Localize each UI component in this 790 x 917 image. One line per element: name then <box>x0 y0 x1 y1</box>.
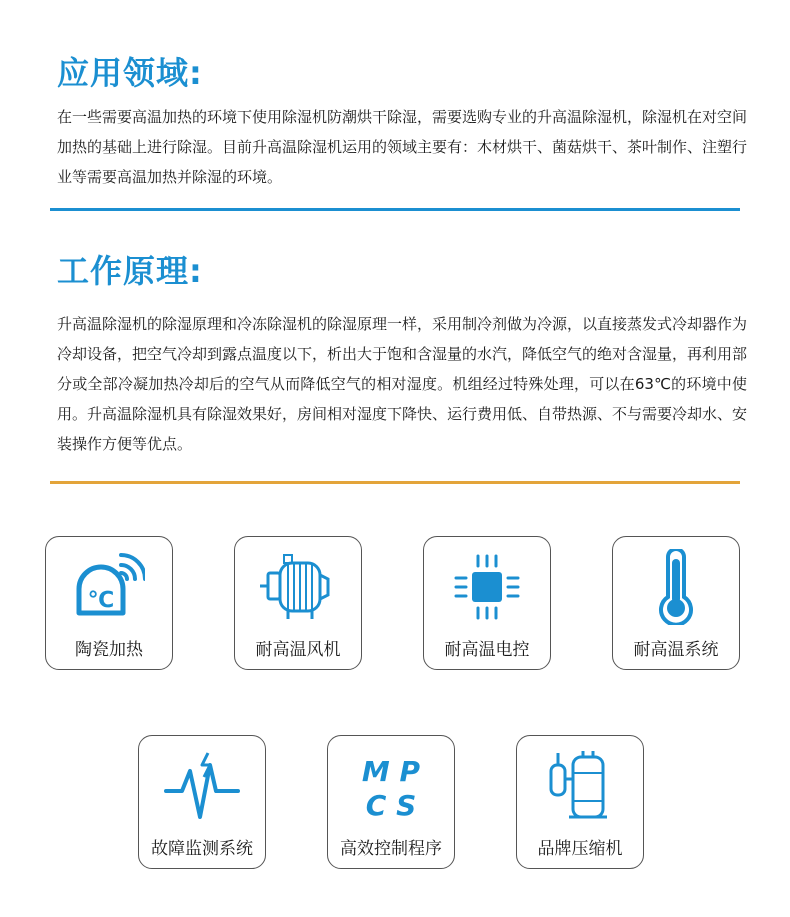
feature-card-control-program <box>327 735 455 869</box>
feature-label: 耐高温电控 <box>444 640 530 660</box>
section-title-application: 应用领域: <box>57 54 203 92</box>
feature-card-system <box>612 536 740 670</box>
feature-card-ceramic-heating <box>45 536 173 670</box>
feature-label: 品牌压缩机 <box>537 839 623 859</box>
chip-icon <box>424 551 550 623</box>
fan-motor-icon <box>235 551 361 623</box>
feature-card-fan <box>234 536 362 670</box>
compressor-icon <box>517 750 643 822</box>
section-title-principle: 工作原理: <box>57 252 203 290</box>
thermometer-icon <box>613 551 739 623</box>
feature-card-electric-control <box>423 536 551 670</box>
feature-label: 故障监测系统 <box>151 839 253 859</box>
feature-label: 耐高温风机 <box>255 640 341 660</box>
mpcs-icon <box>328 750 454 822</box>
feature-label: 高效控制程序 <box>340 839 442 859</box>
divider-orange <box>50 481 740 484</box>
section-body-application: 在一些需要高温加热的环境下使用除湿机防潮烘干除湿，需要选购专业的升高温除湿机，除湿机在对空间加热的基础上进行除湿。目前升高温除湿机运用的领域主要有：木材烘干、菌菇烘干、茶叶制作、注塑行业等需要高温加热并除湿的环境。 <box>57 108 748 186</box>
feature-card-fault-monitor <box>138 735 266 869</box>
divider-blue <box>50 208 740 211</box>
ceramic-heater-icon <box>46 551 172 623</box>
section-body-principle: 升高温除湿机的除湿原理和冷冻除湿机的除湿原理一样，采用制冷剂做为冷源，以直接蒸发式冷却器作为冷却设备，把空气冷却到露点温度以下，析出大于饱和含湿量的水汽，降低空气的绝对含湿量，再利用部分或全部冷凝加热冷却后的空气从而降低空气的相对湿度。机组经过特殊处理，可以在63℃的环境中使用。升高温除湿机具有除湿效果好，房间相对湿度下降快、运行费用低、自带热源、不与需要冷却水、安装操作方便等优点。 <box>57 315 748 453</box>
feature-card-compressor <box>516 735 644 869</box>
feature-label: 陶瓷加热 <box>75 640 143 660</box>
pulse-monitor-icon <box>139 750 265 822</box>
mpcs-icon-text-top: M P <box>361 755 421 788</box>
feature-label: 耐高温系统 <box>633 640 719 660</box>
ceramic-heater-icon-text: ℃ <box>87 588 115 613</box>
mpcs-icon-text-bottom: C S <box>365 789 417 821</box>
